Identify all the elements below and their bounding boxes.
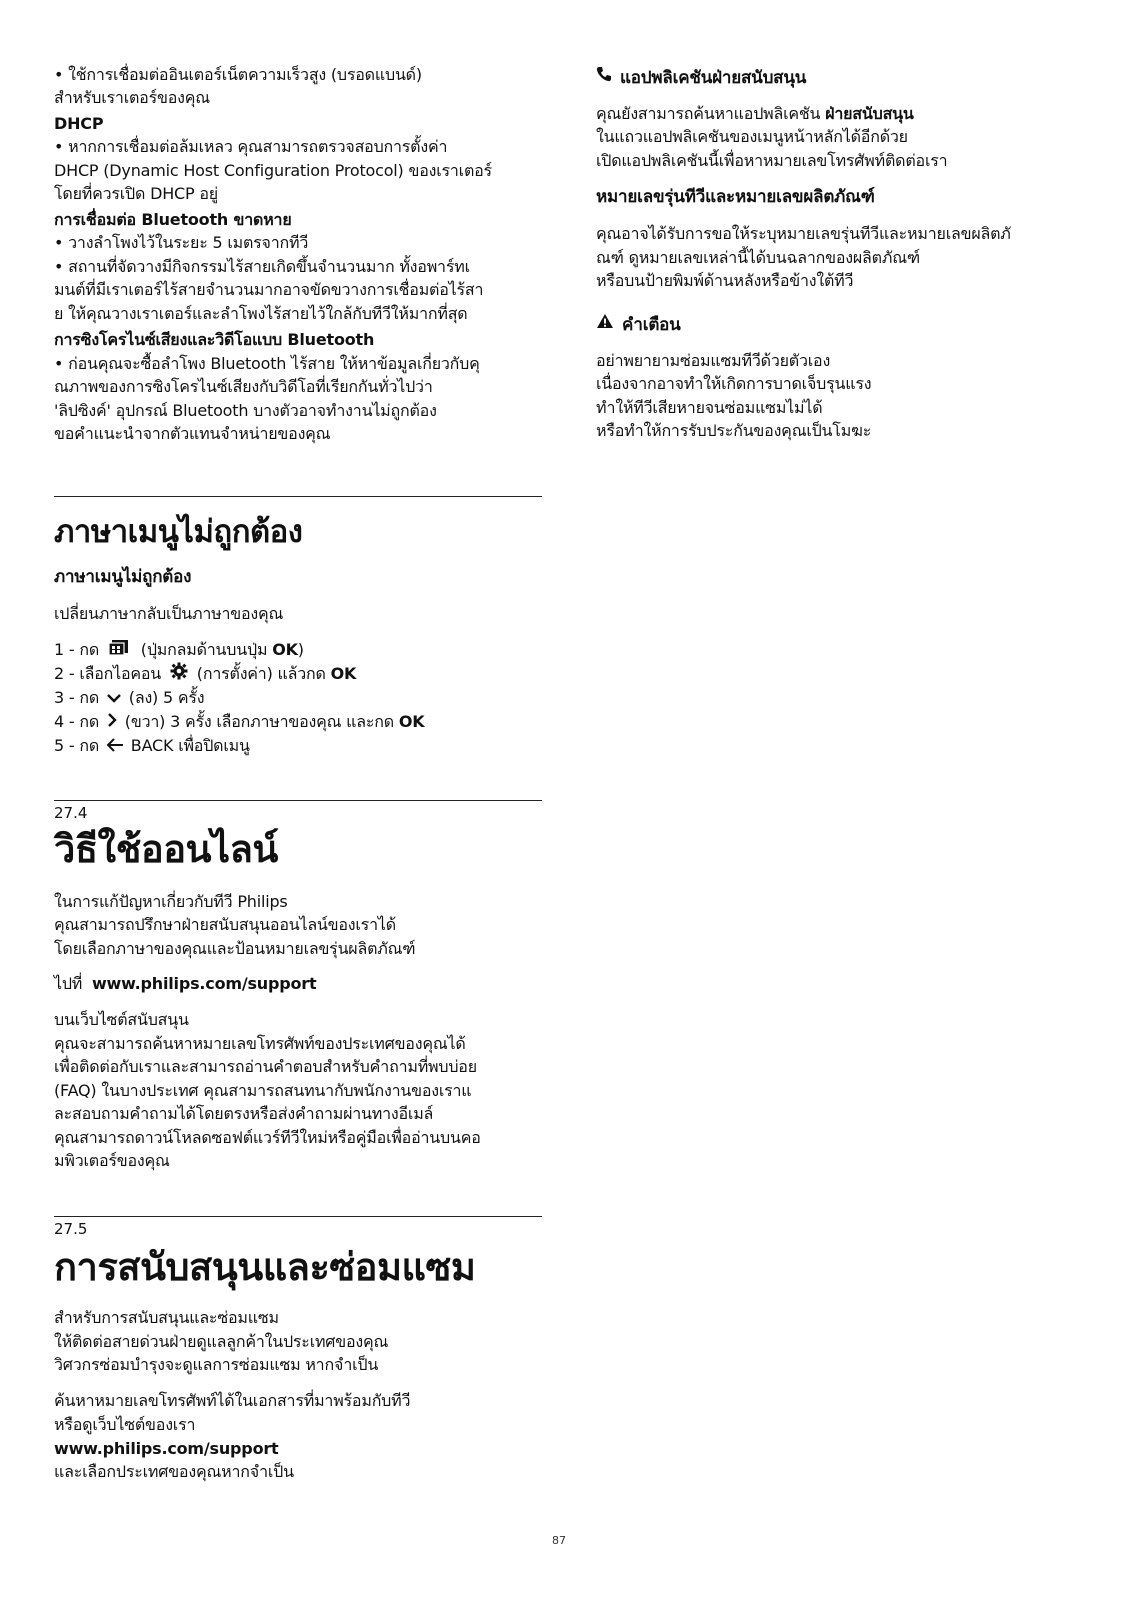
warning-heading-text: คำเตือน [622,314,681,335]
repair-title: การสนับสนุนและซ่อมแซม [54,1245,476,1289]
dhcp-heading: DHCP [54,114,104,133]
repair-p2-line3: และเลือกประเทศของคุณหากจำเป็น [54,1462,294,1481]
step-2-ok: OK [330,664,357,683]
chevron-down-icon [106,687,122,711]
bt-line1: • วางลำโพงไว้ในระยะ 5 เมตรจากทีวี [54,233,309,252]
sync-heading: การซิงโครไนซ์เสียงและวิดีโอแบบ Bluetooth [54,330,375,349]
bullet-broadband-line2: สำหรับเราเตอร์ของคุณ [54,88,210,107]
sync-line3: 'ลิปซิงค์' อุปกรณ์ Bluetooth บางตัวอาจทำงานไม่ถูกต้อง [54,401,437,420]
menu-language-intro: เปลี่ยนภาษากลับเป็นภาษาของคุณ [54,604,284,623]
bt-line3: มนต์ที่มีเราเตอร์ไร้สายจำนวนมากอาจขัดขวางการเชื่อมต่อไร้สา [54,280,484,299]
repair-p1-line2: ให้ติดต่อสายด่วนฝ่ายดูแลลูกค้าในประเทศของคุณ [54,1332,389,1351]
online-p2-line4: (FAQ) ในบางประเทศ คุณสามารถสนทนากับพนักงานของเราแ [54,1081,472,1100]
gear-icon [170,662,188,687]
online-p2-line5: ละสอบถามคำถามได้โดยตรงหรือส่งคำถามผ่านทางอีเมล์ [54,1104,434,1123]
section-number: 27.5 [54,1220,88,1238]
step-4-ok: OK [398,712,425,731]
sync-line1: • ก่อนคุณจะซื้อลำโพง Bluetooth ไร้สาย ให้หาข้อมูลเกี่ยวกับคุ [54,354,480,373]
model-line3: หรือบนป้ายพิมพ์ด้านหลังหรือข้างใต้ทีวี [596,271,854,290]
step-1-ok: OK [272,640,298,659]
online-help-title: วิธีใช้ออนไลน์ [54,827,278,871]
step-2-text-b: (การตั้งค่า) แล้วกด [196,664,326,683]
phone-icon [596,66,612,90]
section-divider [54,800,542,801]
sync-line2: ณภาพของการซิงโครไนซ์เสียงกับวิดีโอที่เรียกกันทั่วไปว่า [54,377,433,396]
repair-support-link[interactable]: www.philips.com/support [54,1439,279,1458]
support-app-heading [596,66,806,90]
online-p2-line7: มพิวเตอร์ของคุณ [54,1151,170,1170]
online-p2-line2: คุณจะสามารถค้นหาหมายเลขโทรศัพท์ของประเทศของคุณได้ [54,1034,466,1053]
menu-icon [108,638,130,663]
dhcp-line1: • หากการเชื่อมต่อล้มเหลว คุณสามารถตรวจสอบการตั้งค่า [54,137,448,156]
dhcp-line3: โดยที่ควรเปิด DHCP อยู่ [54,184,218,203]
goto-label: ไปที่ [54,974,83,993]
bullet-broadband-line1: • ใช้การเชื่อมต่ออินเตอร์เน็ตความเร็วสูง (บรอดแบนด์) [54,65,422,84]
step-3 [54,686,204,710]
sync-line4: ขอคำแนะนำจากตัวแทนจำหน่ายของคุณ [54,424,331,443]
support-app-heading-text: แอปพลิเคชันฝ่ายสนับสนุน [620,67,807,88]
online-p2-line1: บนเว็บไซต์สนับสนุน [54,1010,189,1029]
support-app-line1 [596,102,914,126]
model-number-heading: หมายเลขรุ่นทีวีและหมายเลขผลิตภัณฑ์ [596,187,875,207]
bt-heading: การเชื่อมต่อ Bluetooth ขาดหาย [54,210,292,229]
page-number: 87 [552,1534,566,1547]
step-4-text-b: (ขวา) 3 ครั้ง เลือกภาษาของคุณ และกด [124,712,394,731]
step-4-text-a: 4 - กด [54,712,100,731]
support-app-line1-text: คุณยังสามารถค้นหาแอปพลิเคชัน [596,104,821,123]
model-line1: คุณอาจได้รับการขอให้ระบุหมายเลขรุ่นทีวีและหมายเลขผลิตภั [596,224,1011,243]
menu-language-subtitle: ภาษาเมนูไม่ถูกต้อง [54,567,192,587]
online-p2-line6: คุณสามารถดาวน์โหลดซอฟต์แวร์ทีวีใหม่หรือคู่มือเพื่ออ่านบนคอ [54,1128,481,1147]
warning-icon [596,313,614,337]
back-arrow-icon [106,735,124,759]
section-divider [54,1216,542,1217]
support-app-name: ฝ่ายสนับสนุน [825,104,914,123]
chevron-right-icon [106,711,118,735]
online-goto [54,972,316,996]
warning-heading [596,313,681,337]
warning-line1: อย่าพยายามซ่อมแซมทีวีด้วยตัวเอง [596,351,831,370]
menu-language-title: ภาษาเมนูไม่ถูกต้อง [54,514,303,550]
step-3-text-b: (ลง) 5 ครั้ง [128,688,205,707]
repair-p2-line2: หรือดูเว็บไซต์ของเรา [54,1415,196,1434]
section-number: 27.4 [54,804,88,822]
dhcp-line2: DHCP (Dynamic Host Configuration Protocol) ของเราเตอร์ [54,161,492,180]
step-2-text-a: 2 - เลือกไอคอน [54,664,162,683]
online-p1-line3: โดยเลือกภาษาของคุณและป้อนหมายเลขรุ่นผลิตภัณฑ์ [54,939,416,958]
step-1 [54,638,304,663]
repair-p2-line1: ค้นหาหมายเลขโทรศัพท์ได้ในเอกสารที่มาพร้อมกับทีวี [54,1391,411,1410]
step-5-text-b: BACK เพื่อปิดเมนู [130,736,250,755]
step-2 [54,662,356,687]
support-link[interactable]: www.philips.com/support [91,974,317,993]
warning-line4: หรือทำให้การรับประกันของคุณเป็นโมฆะ [596,421,872,440]
step-1-text-b: (ปุ่มกลมด้านบนปุ่ม [140,640,268,659]
warning-line3: ทำให้ทีวีเสียหายจนซ่อมแซมไม่ได้ [596,398,823,417]
step-1-text-c: ) [297,640,304,659]
model-line2: ณฑ์ ดูหมายเลขเหล่านี้ได้บนฉลากของผลิตภัณฑ์ [596,248,920,267]
step-4 [54,710,424,734]
step-5 [54,734,250,758]
online-p1-line2: คุณสามารถปรึกษาฝ่ายสนับสนุนออนไลน์ของเราได้ [54,915,396,934]
step-3-text-a: 3 - กด [54,688,100,707]
repair-p1-line1: สำหรับการสนับสนุนและซ่อมแซม [54,1308,279,1327]
section-divider [54,496,542,497]
bt-line4: ย ให้คุณวางเราเตอร์และลำโพงไร้สายไว้ใกล้กับทีวีให้มากที่สุด [54,304,468,323]
repair-p1-line3: วิศวกรซ่อมบำรุงจะดูแลการซ่อมแซม หากจำเป็น [54,1355,379,1374]
step-1-text-a: 1 - กด [54,640,100,659]
support-app-line2: ในแถวแอปพลิเคชันของเมนูหน้าหลักได้อีกด้วย [596,127,908,146]
warning-line2: เนื่องจากอาจทำให้เกิดการบาดเจ็บรุนแรง [596,374,872,393]
bt-line2: • สถานที่จัดวางมีกิจกรรมไร้สายเกิดขึ้นจำนวนมาก ทั้งอพาร์ทเ [54,257,470,276]
online-p1-line1: ในการแก้ปัญหาเกี่ยวกับทีวี Philips [54,892,288,911]
step-5-text-a: 5 - กด [54,736,100,755]
support-app-line3: เปิดแอปพลิเคชันนี้เพื่อหาหมายเลขโทรศัพท์ติดต่อเรา [596,151,948,170]
online-p2-line3: เพื่อติดต่อกับเราและสามารถอ่านคำตอบสำหรับคำถามที่พบบ่อย [54,1057,477,1076]
